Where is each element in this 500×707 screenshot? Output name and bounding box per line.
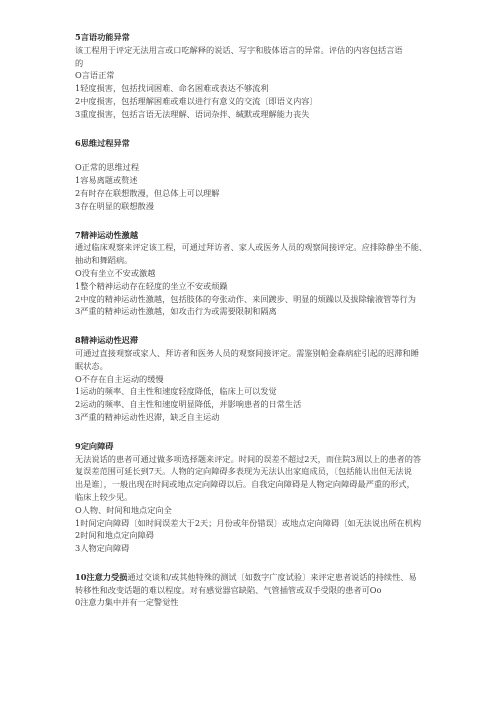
score-item: 2中度的精神运动性激越，包括肢体的夸张动作、来回踱步、明显的烦躁以及拔除输液管等行为 [75, 293, 416, 304]
score-item: 2运动的频率、自主性和速度明显降低，并影响患者的日常生活 [75, 399, 302, 410]
section-description: 可通过直接观察或家人、拜访者和医务人员的观察间接评定。需鉴别帕金森病症引起的迟滞和睡 [75, 347, 419, 358]
score-item: O人物、时间和地点定向全 [75, 504, 172, 515]
section-description: 无法说话的患者可通过做多项选择题来评定。时间的误差不超过2天，而住院3周以上的患者的答 [75, 453, 422, 464]
section-thought-process [75, 137, 435, 213]
document-body [75, 31, 435, 619]
section-description: 的 [75, 57, 84, 68]
score-item: 3存在明显的联想散漫 [75, 200, 154, 211]
section-attention [75, 571, 435, 609]
score-item: O不存在自主运动的缓慢 [75, 373, 164, 384]
score-item: 1容易离题或赘述 [75, 175, 138, 186]
score-item: 3人物定向障碍 [75, 543, 130, 554]
section-disorientation [75, 440, 435, 555]
score-item: 2有时存在联想散漫，但总体上可以理解 [75, 187, 220, 198]
section-description: 转移性和改变话题的难以程度。对有感觉器官缺陷、气管插管或双手受限的患者可Oo [75, 584, 382, 595]
score-item: 1轻度损害，包括找词困难、命名困难或表达不够流利 [75, 83, 269, 94]
score-item: 2中度损害，包括理解困难或难以进行有意义的交流〔即语义内容〕 [75, 95, 318, 106]
section-agitation [75, 229, 435, 319]
section-speech [75, 31, 435, 121]
score-item: O没有坐立不安或激越 [75, 267, 156, 278]
section-description: 通过交谈和/或其他特殊的测试〔如数字广度试验〕来评定患者说话的持续性、易 [127, 571, 417, 582]
score-item: 1运动的频率、自主性和速度轻度降低，临床上可以发觉 [75, 386, 277, 397]
section-description: 临床上较少见。 [75, 491, 133, 502]
section-heading: 10注意力受损 [75, 571, 128, 582]
section-retardation [75, 334, 435, 424]
section-description: 抽动和舞蹈病。 [75, 255, 133, 266]
score-item: 1时间定向障碍〔如时间误差大于2天；月份或年份错误〕或地点定向障碍〔如无法说出所在机构 [75, 517, 422, 528]
section-description: 眠状态。 [75, 360, 108, 371]
section-heading: 8精神运动性迟滞 [75, 335, 139, 346]
section-description: 该工程用于评定无法用言或口吃解释的说话、写字和肢体语言的异常。评估的内容包括言语 [75, 44, 403, 55]
section-heading: 6思维过程异常 [75, 137, 130, 148]
section-heading-line [75, 571, 435, 584]
score-item: O正常的思维过程 [75, 162, 140, 173]
section-description: 通过临床观察来评定该工程，可通过拜访者、家人或医务人员的观察间接评定。应排除静坐不能、 [75, 242, 428, 253]
section-heading: 5言语功能异常 [75, 32, 130, 42]
score-item: 1整个精神运动存在轻度的坐立不安或烦躁 [75, 280, 228, 291]
section-heading: 9定向障碍 [75, 440, 114, 451]
score-item: 0注意力集中并有一定警觉性 [75, 597, 179, 608]
score-item: O言语正常 [75, 70, 115, 81]
score-item: 3严重的精神运动性激越，如攻击行为或需要限制和隔离 [75, 306, 277, 317]
section-description: 复误差范围可延长到7天。人物的定向障碍多表现为无法认出家庭成员，〔包括能认出但无法说 [75, 466, 412, 477]
score-item: 2时间和地点定向障碍 [75, 530, 154, 541]
score-item: 3重度损害，包括言语无法理解、语词杂拌、缄默或理解能力丧失 [75, 108, 310, 119]
section-description: 出是谁〕，一般出现在时间或地点定向障碍以后。自我定向障碍是人物定向障碍最严重的形式， [75, 479, 415, 490]
score-item: 3严重的精神运动性迟滞，缺乏自主运动 [75, 411, 220, 422]
section-heading: 7精神运动性激越 [75, 229, 139, 240]
